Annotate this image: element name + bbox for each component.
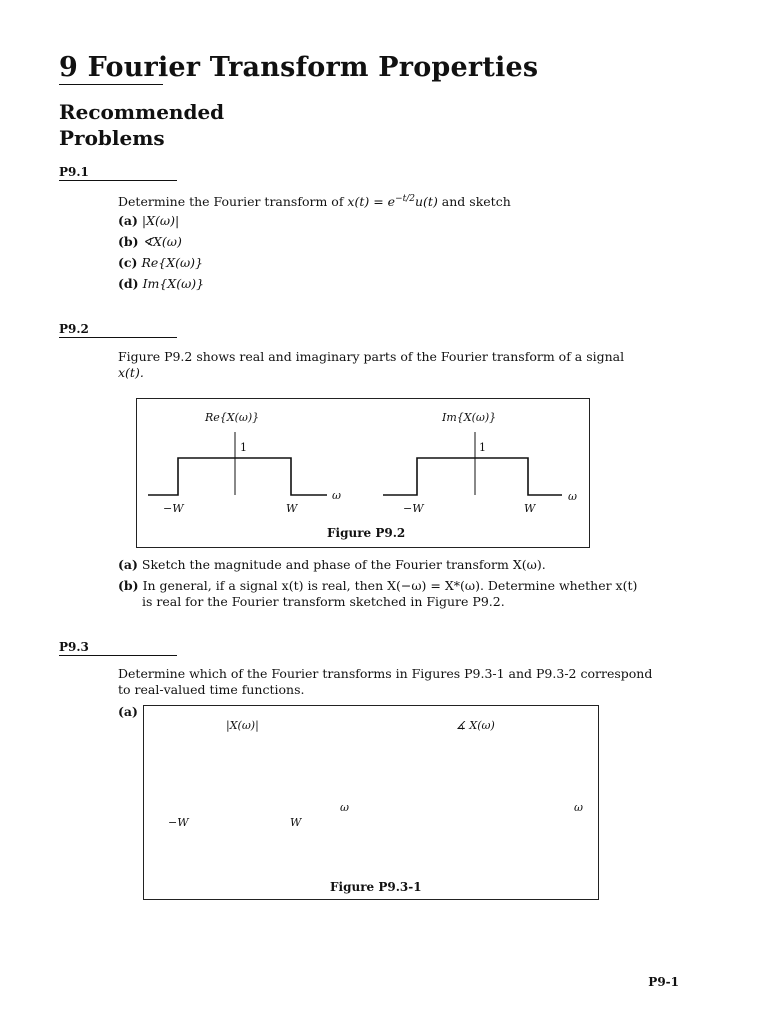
im-pos-w-label: W [524, 502, 536, 515]
item-tag: (c) [118, 255, 138, 270]
item-text: Sketch the magnitude and phase of the Fourier transform X(ω). [141, 557, 546, 572]
im-omega-label: ω [568, 490, 577, 503]
im-title: Im{X(ω)} [442, 411, 497, 424]
section-title-line1: Recommended [59, 100, 225, 124]
p9-1-intro-x: x(t) = e [347, 194, 396, 210]
item-tag: (a) [118, 213, 138, 228]
phase-omega-label: ω [574, 801, 583, 814]
chapter-title: 9 Fourier Transform Properties [59, 52, 539, 83]
re-omega-label: ω [332, 489, 341, 502]
problem-label-p9-3: P9.3 [59, 640, 89, 654]
re-rect-curve [148, 458, 327, 495]
re-plot [148, 432, 327, 495]
figure-p9-3-1-caption: Figure P9.3-1 [330, 880, 422, 894]
item-tag: (a) [118, 557, 138, 572]
p9-1-intro-exp: −t/2 [395, 194, 415, 204]
item-tag: (b) [118, 578, 139, 593]
p9-2-intro-line2: x(t). [118, 365, 144, 380]
figure-p9-3-1 [143, 705, 599, 900]
p9-1-intro-pre: Determine the Fourier transform of [118, 194, 348, 210]
p9-2-intro-line1: Figure P9.2 shows real and imaginary parts of the Fourier transform of a signal [118, 349, 625, 364]
mag-pos-w-label: W [290, 816, 302, 829]
re-pos-w-label: W [286, 502, 298, 515]
figure-p9-2-caption: Figure P9.2 [327, 526, 406, 540]
problem-rule-p9-3 [59, 655, 177, 656]
item-text: Re{X(ω)} [141, 255, 203, 270]
list-item [118, 578, 637, 594]
p9-3-intro-line1: Determine which of the Fourier transforms in Figures P9.3-1 and P9.3-2 correspond [118, 666, 653, 681]
item-text: |X(ω)| [141, 213, 180, 228]
section-title-line2: Problems [59, 126, 165, 150]
p9-3-intro-line2: to real-valued time functions. [118, 682, 305, 697]
p9-1-intro-u: u(t) [415, 194, 438, 210]
p9-3-part-tag [118, 704, 138, 720]
page-number: P9-1 [648, 975, 679, 989]
re-level-label: 1 [240, 441, 247, 454]
im-level-label: 1 [479, 441, 486, 454]
mag-omega-label: ω [340, 801, 349, 814]
list-item [118, 557, 546, 573]
item-text: In general, if a signal x(t) is real, then X(−ω) = X*(ω). Determine whether x(t) [142, 578, 638, 593]
mag-neg-w-label: −W [168, 816, 189, 829]
item-text: Im{X(ω)} [142, 276, 205, 291]
list-item-continuation: is real for the Fourier transform sketched in Figure P9.2. [142, 594, 505, 609]
item-text: ∢X(ω) [142, 234, 182, 249]
im-neg-w-label: −W [403, 502, 424, 515]
im-rect-curve [383, 458, 562, 495]
problem-label-p9-1: P9.1 [59, 165, 89, 179]
im-plot [383, 432, 562, 495]
item-tag: (a) [118, 704, 138, 719]
p9-1-intro-post: and sketch [437, 194, 511, 210]
item-tag: (b) [118, 234, 139, 249]
re-title: Re{X(ω)} [205, 411, 260, 424]
phase-title: ∡ X(ω) [456, 719, 495, 732]
problem-label-p9-2: P9.2 [59, 322, 89, 336]
item-tag: (d) [118, 276, 139, 291]
re-neg-w-label: −W [163, 502, 184, 515]
mag-title: |X(ω)| [226, 719, 259, 732]
